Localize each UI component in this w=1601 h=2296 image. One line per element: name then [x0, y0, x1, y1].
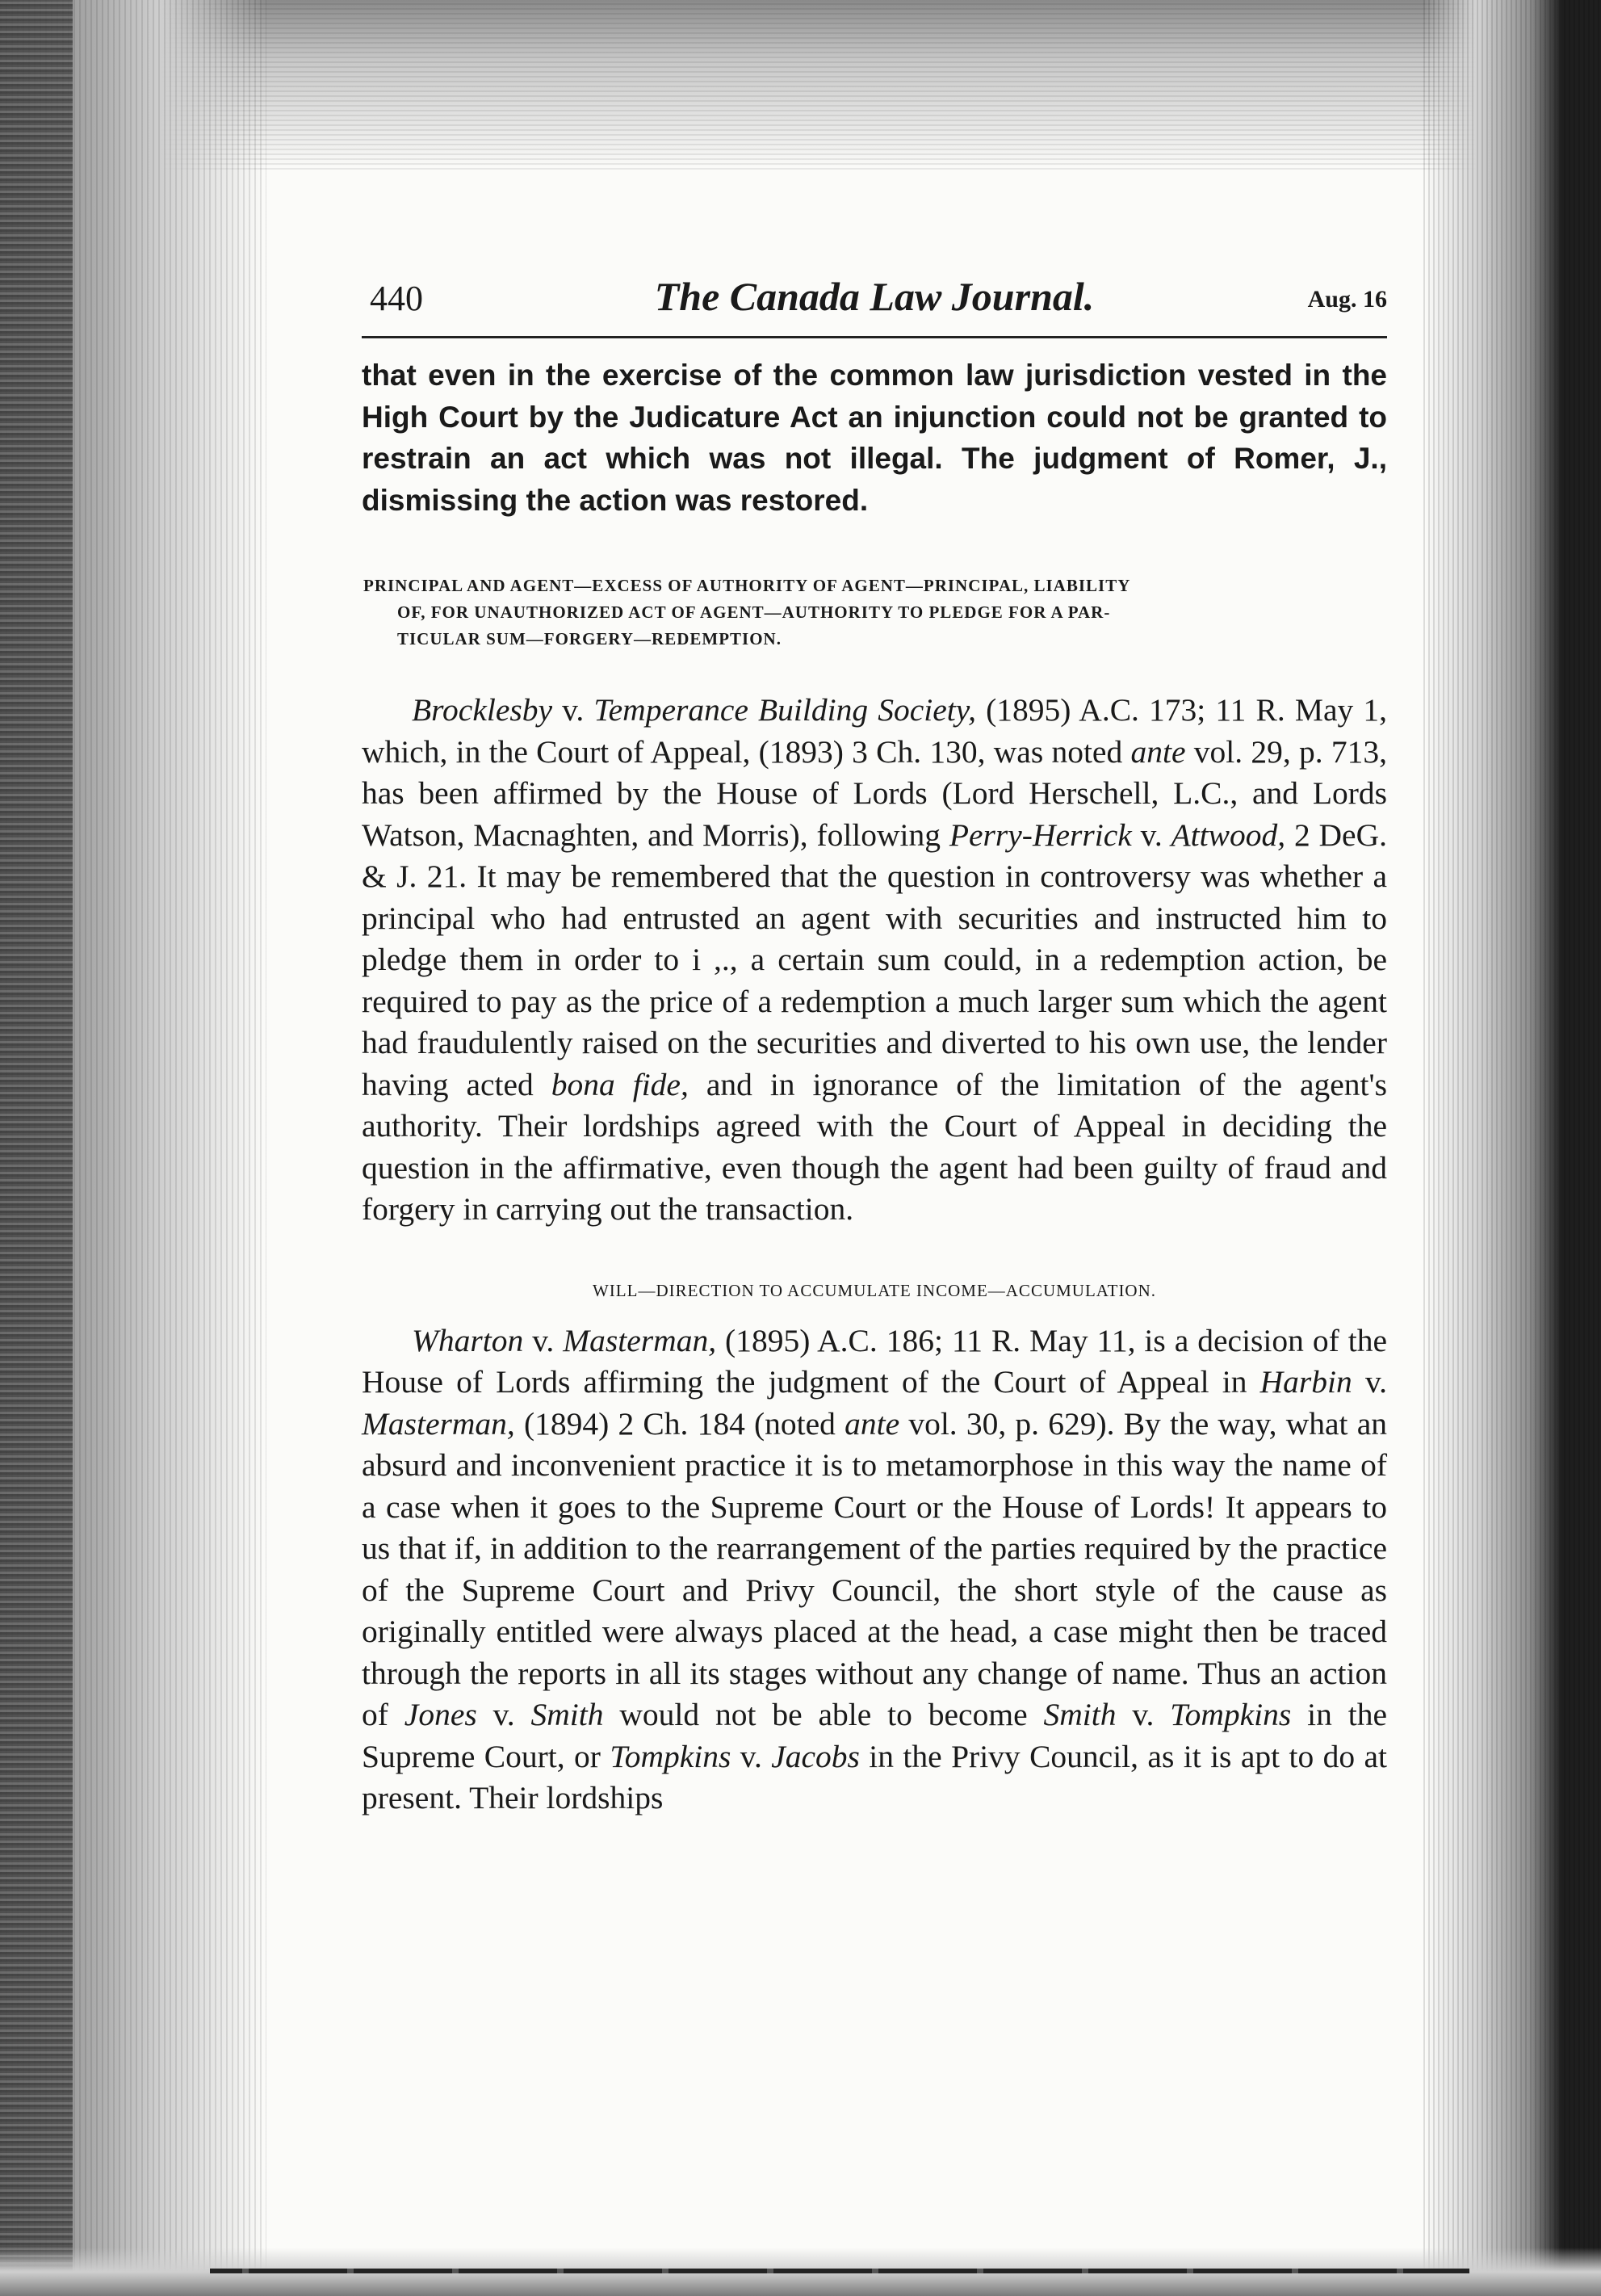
case-name: Smith [530, 1697, 604, 1732]
body-text: in the Privy Council, as it is apt to do at present. Their lordships [362, 1738, 1387, 1815]
page-number: 440 [370, 279, 423, 318]
versus: v. [476, 1697, 531, 1732]
case-name: Tompkins [1170, 1697, 1292, 1732]
case-name: Brocklesby [412, 692, 553, 728]
section-heading-principal-agent [362, 573, 1387, 653]
versus: v. [1352, 1364, 1387, 1400]
case-name: Wharton [412, 1322, 524, 1358]
page-content [362, 267, 1387, 1820]
versus: v. [1131, 816, 1171, 853]
section-heading-will: WILL—DIRECTION TO ACCUMULATE INCOME—ACCUMULATION. [592, 1280, 1157, 1300]
body-text: (1895) A.C. 173; 11 R. May 1, which, in the Court of Appeal, (1893) 3 Ch. 130, was noted [362, 692, 1387, 770]
body-text: and in ignorance of the limitation of the agent's authority. Their lordships agreed with the Court of Appeal in deciding the question in the affirmative, even though the agent had been guilty of fraud and forgery in carrying out the transaction. [362, 1066, 1387, 1227]
section-heading-line: TICULAR SUM—FORGERY—REDEMPTION. [397, 629, 782, 649]
body-text: would not be able to become [603, 1697, 1044, 1732]
body-text: vol. 30, p. 629). By the way, what an absurd and inconvenient practice it is to metamorphose in this way the name of a case when it goes to the Supreme Court or the House of Lords! It appears to us that if, in addition to the rearrangement of the parties required by the practice of the Supreme Court and Privy Council, the short style of the cause as originally entitled were always placed at the head, a case might then be traced through the reports in all its stages without any change of name. Thus an action of [362, 1405, 1387, 1732]
versus: v. [1116, 1697, 1171, 1732]
case-name: Harbin [1259, 1364, 1352, 1400]
scan-edge-left-binding [0, 0, 73, 2296]
case-name: Jacobs [771, 1738, 860, 1774]
latin-phrase: bona fide, [551, 1066, 689, 1102]
journal-title: The Canada Law Journal. [654, 274, 1095, 319]
body-text: in the Supreme Court, or [362, 1697, 1388, 1774]
section-heading-line: OF, FOR UNAUTHORIZED ACT OF AGENT—AUTHORITY TO PLEDGE FOR A PAR- [397, 602, 1111, 622]
case-name: Smith [1043, 1697, 1117, 1732]
paragraph-continued: that even in the exercise of the common law jurisdiction vested in the High Court by the Judicature Act an injunction could not be granted to restrain an act which was not illegal. The judgment of Romer, J., dismissing the action was restored. [362, 359, 1387, 517]
case-name: Masterman, [563, 1322, 717, 1358]
versus: v. [552, 692, 594, 728]
versus: v. [731, 1738, 772, 1774]
paragraph-brocklesby [362, 690, 1387, 1231]
scan-edge-right [1423, 0, 1601, 2296]
case-name: Tompkins [610, 1738, 731, 1774]
body-text: 2 DeG. & J. 21. It may be remembered that the question in controversy was whether a principal who had entrusted an agent with securities and instructed him to pledge them in order to i ,., a certain sum could, in a redemption action, be required to pay as the price of a redemption a much larger sum which the agent had fraudulently raised on the securities and diverted to his own use, the lender having acted [362, 816, 1387, 1102]
issue-date: Aug. 16 [1307, 286, 1387, 313]
body-text: (1894) 2 Ch. 184 (noted [514, 1405, 845, 1442]
case-name: Temperance Building Society, [593, 692, 976, 728]
body-text: (1895) A.C. 186; 11 R. May 11, is a decision of the House of Lords affirming the judgment of the Court of Appeal in [362, 1322, 1387, 1400]
versus: v. [523, 1322, 564, 1358]
running-head [362, 267, 1387, 338]
paragraph-wharton [362, 1320, 1387, 1820]
ante-ref: ante [845, 1405, 900, 1442]
case-name: Jones [404, 1697, 477, 1732]
ante-ref: ante [1130, 733, 1186, 770]
case-name: Attwood, [1171, 816, 1286, 853]
case-name: Masterman, [362, 1405, 515, 1442]
case-name: Perry-Herrick [949, 816, 1132, 853]
section-heading-line: PRINCIPAL AND AGENT—EXCESS OF AUTHORITY OF AGENT—PRINCIPAL, LIABILITY [363, 576, 1131, 595]
body-text: vol. 29, p. 713, has been affirmed by the House of Lords (Lord Herschell, L.C., and Lords Watson, Macnaghten, and Morris), following [362, 733, 1387, 853]
scan-edge-bottom-line [210, 2269, 1469, 2273]
